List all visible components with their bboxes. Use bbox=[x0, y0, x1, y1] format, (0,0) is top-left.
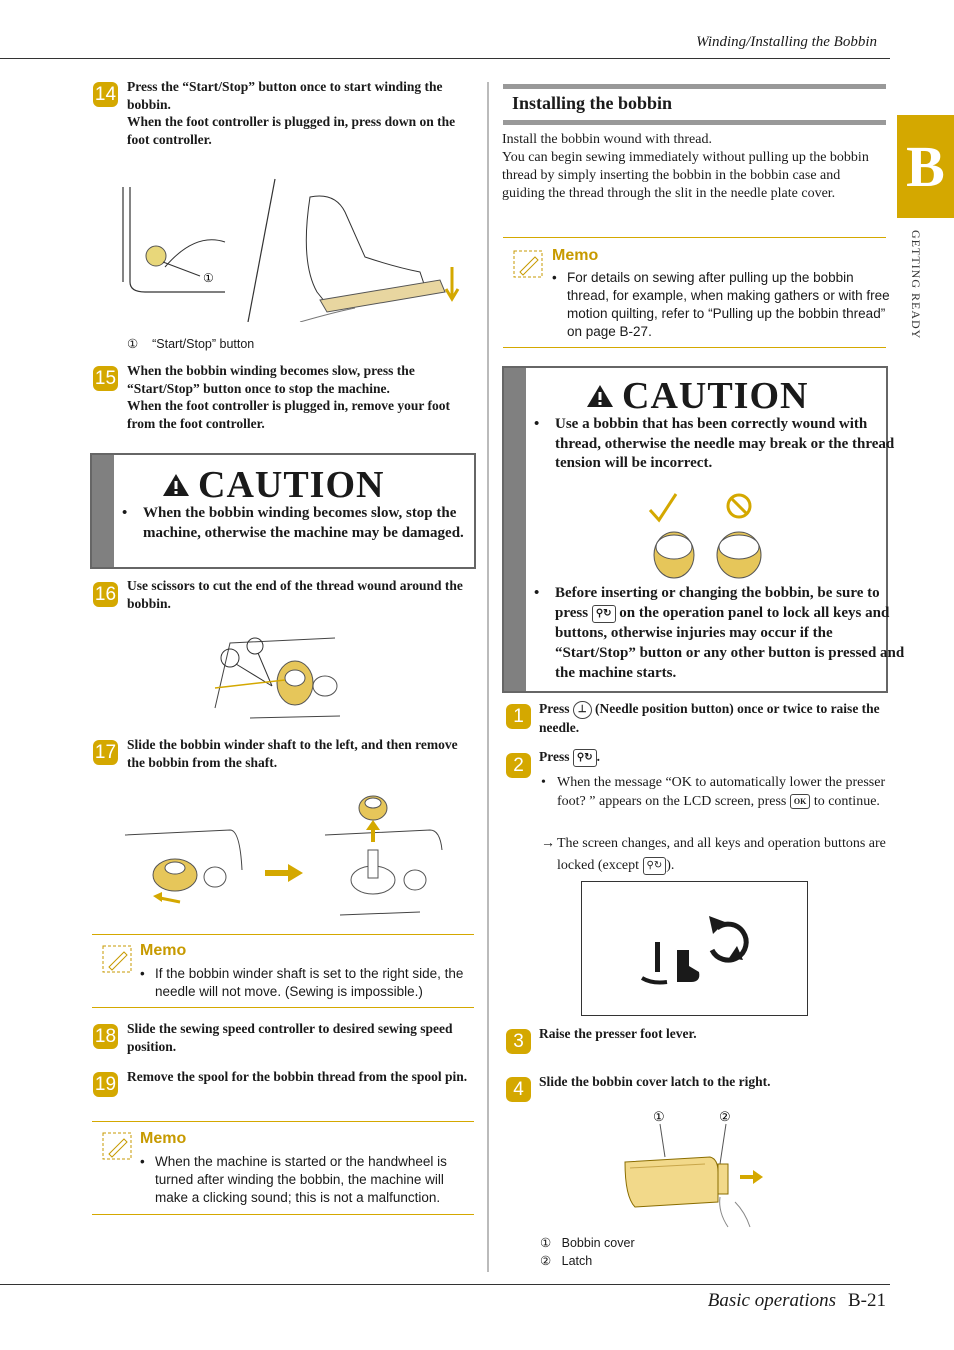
caution-bar bbox=[92, 455, 114, 567]
remove-bobbin-illustration bbox=[120, 790, 450, 920]
caution-box-2 bbox=[502, 366, 905, 693]
step-number-15: 15 bbox=[94, 368, 117, 389]
page-number: B-21 bbox=[848, 1290, 886, 1311]
start-stop-button-icon bbox=[146, 246, 166, 266]
bobbin-cover-illustration bbox=[620, 1102, 770, 1230]
step-2 bbox=[539, 748, 600, 767]
caution-2-text-2a: Before inserting or changing the bobbin, be sure to press bbox=[555, 585, 880, 621]
memo-box-1 bbox=[92, 934, 474, 1008]
caution-2-text-2b: on the operation panel to lock all keys and buttons, otherwise injuries may occur if the “Start/Stop” button or any other button is pressed and the machine starts. bbox=[555, 605, 905, 681]
caution-2-text-1: Use a bobbin that has been correctly wound with thread, otherwise the needle may break or the thread tension will be incorrect. bbox=[555, 416, 895, 471]
step-2-bullet-b: to continue. bbox=[813, 794, 880, 809]
caution-1-text: When the bobbin winding becomes slow, stop the machine, otherwise the machine may be damaged. bbox=[143, 505, 464, 541]
step-15 bbox=[127, 362, 472, 432]
step-17-text: Slide the bobbin winder shaft to the left, and then remove the bobbin from the shaft. bbox=[127, 737, 458, 770]
presser-foot-lock-icon bbox=[637, 910, 757, 990]
footer-section: Basic operations bbox=[707, 1290, 836, 1311]
page-footer bbox=[708, 1290, 886, 1312]
lock-key-icon: ⚲↻ bbox=[643, 857, 667, 875]
step-number-16: 16 bbox=[94, 584, 117, 605]
section-title: Installing the bobbin bbox=[512, 93, 673, 113]
step-2-result-b: ). bbox=[666, 858, 675, 873]
memo-3-bullet: • For details on sewing after pulling up the bobbin thread, for example, when making gathers or with free motion quilting, refer to “Pulling up the bobbin thread” on page B-27. bbox=[552, 270, 890, 339]
fig14-caption-number: ① bbox=[127, 337, 139, 351]
step-14 bbox=[127, 78, 477, 148]
ok-key-icon: OK bbox=[790, 794, 810, 809]
step-14-text: Press the “Start/Stop” button once to start winding the bobbin. bbox=[127, 79, 443, 112]
fig4-caption-2-number: ② bbox=[540, 1254, 552, 1268]
header-rule bbox=[0, 58, 890, 59]
scissors-bobbin-illustration bbox=[210, 628, 350, 723]
correct-check-icon bbox=[650, 494, 676, 520]
section-intro-2: You can begin sewing immediately without pulling up the bobbin thread by simply inserting the bobbin in the bobbin case and guiding the thread through the slit in the needle plate cover. bbox=[502, 150, 869, 201]
fig4-callout-2: ② bbox=[719, 1109, 731, 1124]
memo-2-text: When the machine is started or the handwheel is turned after winding the bobbin, the machine will make a clicking sound; this is not a malfunction. bbox=[155, 1154, 447, 1205]
step-2-bullet-a: When the message “OK to automatically lower the presser foot? ” appears on the LCD screen, press bbox=[557, 775, 886, 809]
step-4-text: Slide the bobbin cover latch to the right. bbox=[539, 1074, 771, 1089]
section-heading-bar bbox=[503, 84, 886, 125]
start-stop-illustration bbox=[95, 172, 475, 322]
caution-heading-text-2: CAUTION bbox=[622, 375, 809, 417]
caution-heading-2 bbox=[586, 374, 808, 418]
next-arrow-icon bbox=[288, 864, 303, 882]
memo-1-heading: Memo bbox=[140, 942, 187, 959]
chapter-side-label: GETTING READY bbox=[909, 230, 923, 340]
step-19-text: Remove the spool for the bobbin thread from the spool pin. bbox=[127, 1069, 468, 1084]
memo-3-text: For details on sewing after pulling up the bobbin thread, for example, when making gathers or with free motion quilting, refer to “Pulling up the bobbin thread” on page B-27. bbox=[567, 270, 890, 339]
step-number-19: 19 bbox=[94, 1074, 117, 1095]
step-number-17: 17 bbox=[94, 742, 117, 763]
step-16-text: Use scissors to cut the end of the thread wound around the bobbin. bbox=[127, 578, 463, 611]
memo-box-2 bbox=[92, 1121, 474, 1215]
needle-position-icon: ⊥ bbox=[573, 701, 592, 719]
fig4-caption-2: Latch bbox=[561, 1254, 593, 1268]
step-number-3: 3 bbox=[506, 1029, 531, 1054]
fig14-caption bbox=[127, 336, 254, 351]
memo-1-text: If the bobbin winder shaft is set to the right side, the needle will not move. (Sewing is impossible.) bbox=[155, 966, 464, 999]
step-number-14: 14 bbox=[94, 84, 117, 105]
slide-right-arrow-icon bbox=[753, 1170, 763, 1184]
slide-left-arrow-icon bbox=[153, 892, 162, 902]
memo-3-heading: Memo bbox=[552, 247, 599, 264]
step-1-text-b: (Needle position button) once or twice to raise the needle. bbox=[539, 701, 880, 735]
footer-rule bbox=[0, 1284, 890, 1285]
step-2-text-a: Press bbox=[539, 749, 570, 764]
page-header-title: Winding/Installing the Bobbin bbox=[696, 34, 877, 50]
caution-box-1 bbox=[90, 453, 476, 569]
warning-icon bbox=[586, 383, 614, 409]
memo-2-heading: Memo bbox=[140, 1130, 187, 1147]
fig14-caption-text: “Start/Stop” button bbox=[152, 337, 255, 351]
caution-2-bullet-1: • Use a bobbin that has been correctly wound with thread, otherwise the needle may break or the thread tension will be incorrect. bbox=[534, 416, 895, 471]
step-15-text-2: When the foot controller is plugged in, remove your foot from the foot controller. bbox=[127, 398, 450, 431]
fig4-captions bbox=[540, 1234, 635, 1270]
caution-heading-text-1: CAUTION bbox=[198, 464, 385, 506]
memo-2-bullet: • When the machine is started or the handwheel is turned after winding the bobbin, the machine will make a clicking sound; this is not a malfunction. bbox=[140, 1154, 447, 1205]
fig4-caption-1: Bobbin cover bbox=[561, 1236, 635, 1250]
section-intro bbox=[502, 131, 882, 203]
caution-1-bullet: • When the bobbin winding becomes slow, stop the machine, otherwise the machine may be damaged. bbox=[122, 505, 464, 541]
step-14-text-2: When the foot controller is plugged in, press down on the foot controller. bbox=[127, 114, 456, 147]
caution-bar bbox=[504, 368, 526, 691]
step-number-18: 18 bbox=[94, 1026, 117, 1047]
lock-screen-display bbox=[581, 881, 808, 1016]
lock-key-icon: ⚲↻ bbox=[592, 605, 616, 623]
step-1-text-a: Press bbox=[539, 701, 570, 716]
memo-box-3 bbox=[503, 237, 890, 348]
memo-pencil-icon bbox=[513, 250, 543, 278]
lift-up-arrow-icon bbox=[366, 820, 380, 830]
step-3-text: Raise the presser foot lever. bbox=[539, 1026, 697, 1041]
fig4-caption-1-number: ① bbox=[540, 1236, 552, 1250]
caution-2-bullet-2: • Before inserting or changing the bobbin, be sure to press ⚲↻ on the operation panel to lock all keys and buttons, otherwise injuries may occur if the “Start/Stop” button or any other button is pressed and the machine starts. bbox=[534, 585, 905, 681]
fig4-callout-1: ① bbox=[653, 1109, 665, 1124]
lock-key-icon: ⚲↻ bbox=[573, 749, 597, 767]
step-1 bbox=[539, 700, 884, 736]
bobbin-comparison-illustration bbox=[644, 492, 774, 582]
fig14-callout: ① bbox=[203, 271, 214, 285]
result-arrow-icon: → bbox=[541, 836, 555, 851]
chapter-tab: B bbox=[897, 115, 954, 218]
step-2-bullet: • When the message “OK to automatically lower the presser foot? ” appears on the LCD screen, press OK to continue. bbox=[541, 775, 886, 809]
press-down-arrow-icon bbox=[446, 267, 458, 299]
step-2-result bbox=[541, 833, 892, 877]
warning-icon bbox=[162, 472, 190, 498]
step-2-result-a: The screen changes, and all keys and operation buttons are locked (except bbox=[557, 836, 886, 873]
memo-pencil-icon bbox=[102, 1132, 132, 1160]
memo-1-bullet: • If the bobbin winder shaft is set to the right side, the needle will not move. (Sewing is impossible.) bbox=[140, 966, 464, 999]
section-intro-1: Install the bobbin wound with thread. bbox=[502, 132, 712, 147]
step-2-text-b: . bbox=[596, 749, 600, 764]
memo-pencil-icon bbox=[102, 945, 132, 973]
step-number-4: 4 bbox=[506, 1077, 531, 1102]
step-15-text: When the bobbin winding becomes slow, press the “Start/Stop” button once to stop the machine. bbox=[127, 363, 415, 396]
step-number-1: 1 bbox=[506, 704, 531, 729]
column-divider bbox=[487, 82, 489, 1272]
caution-heading-1 bbox=[162, 463, 384, 507]
step-number-2: 2 bbox=[506, 753, 531, 778]
step-18-text: Slide the sewing speed controller to desired sewing speed position. bbox=[127, 1021, 453, 1054]
